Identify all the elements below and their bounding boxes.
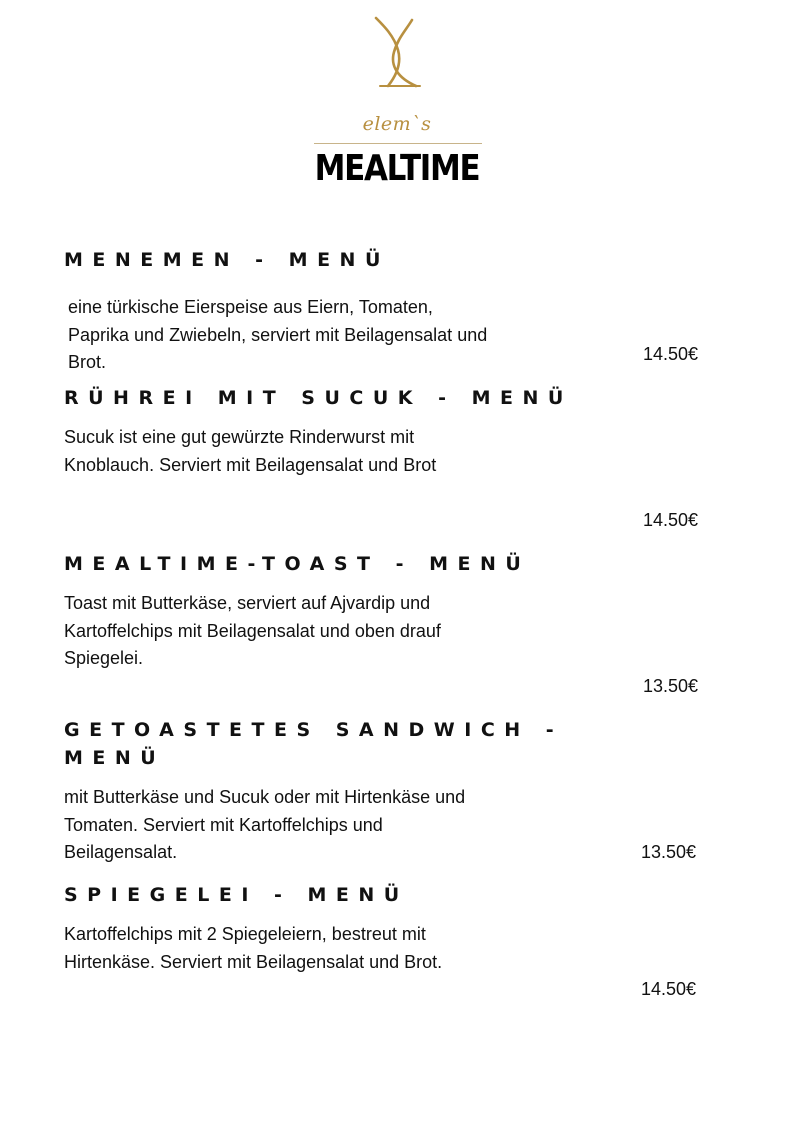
menu-item-price: 14.50€ xyxy=(642,343,698,364)
menu-item-price: 14.50€ xyxy=(640,978,696,999)
menu-item-price: 13.50€ xyxy=(640,841,696,862)
brand-title: MEALTIME xyxy=(314,148,480,189)
menu-item-title: GETOASTETES SANDWICH - MENÜ xyxy=(64,719,564,769)
menu-item xyxy=(64,550,714,700)
brand-subtitle: elem`s xyxy=(362,113,432,135)
menu-item-description: Kartoffelchips mit 2 Spiegeleiern, bestreut mit Hirtenkäse. Serviert mit Beilagensalat und Brot. xyxy=(64,924,443,972)
menu-item xyxy=(64,716,714,866)
menu-item-title: SPIEGELEI - MENÜ xyxy=(64,884,409,906)
menu-item-description: Toast mit Butterkäse, serviert auf Ajvardip und Kartoffelchips mit Beilagensalat und oben drauf Spiegelei. xyxy=(64,593,441,668)
menu-item-description: eine türkische Eierspeise aus Eiern, Tomaten, Paprika und Zwiebeln, serviert mit Beilagensalat und Brot. xyxy=(68,297,488,372)
menu-item xyxy=(64,246,714,372)
menu-item xyxy=(64,881,714,1003)
stylized-x-mark-icon xyxy=(366,16,426,90)
menu-item xyxy=(64,384,714,534)
logo xyxy=(0,0,794,200)
menu-item-title: RÜHREI MIT SUCUK - MENÜ xyxy=(64,387,573,409)
brand-divider xyxy=(314,143,482,144)
menu-item-price: 14.50€ xyxy=(642,509,698,530)
menu-item-price: 13.50€ xyxy=(642,675,698,696)
menu-item-title: MEALTIME-TOAST - MENÜ xyxy=(64,553,531,575)
menu-item-description: Sucuk ist eine gut gewürzte Rinderwurst mit Knoblauch. Serviert mit Beilagensalat und Brot xyxy=(64,427,437,475)
menu-item-title: MENEMEN - MENÜ xyxy=(64,249,390,271)
menu-item-description: mit Butterkäse und Sucuk oder mit Hirtenkäse und Tomaten. Serviert mit Kartoffelchips und Beilagensalat. xyxy=(64,787,466,862)
